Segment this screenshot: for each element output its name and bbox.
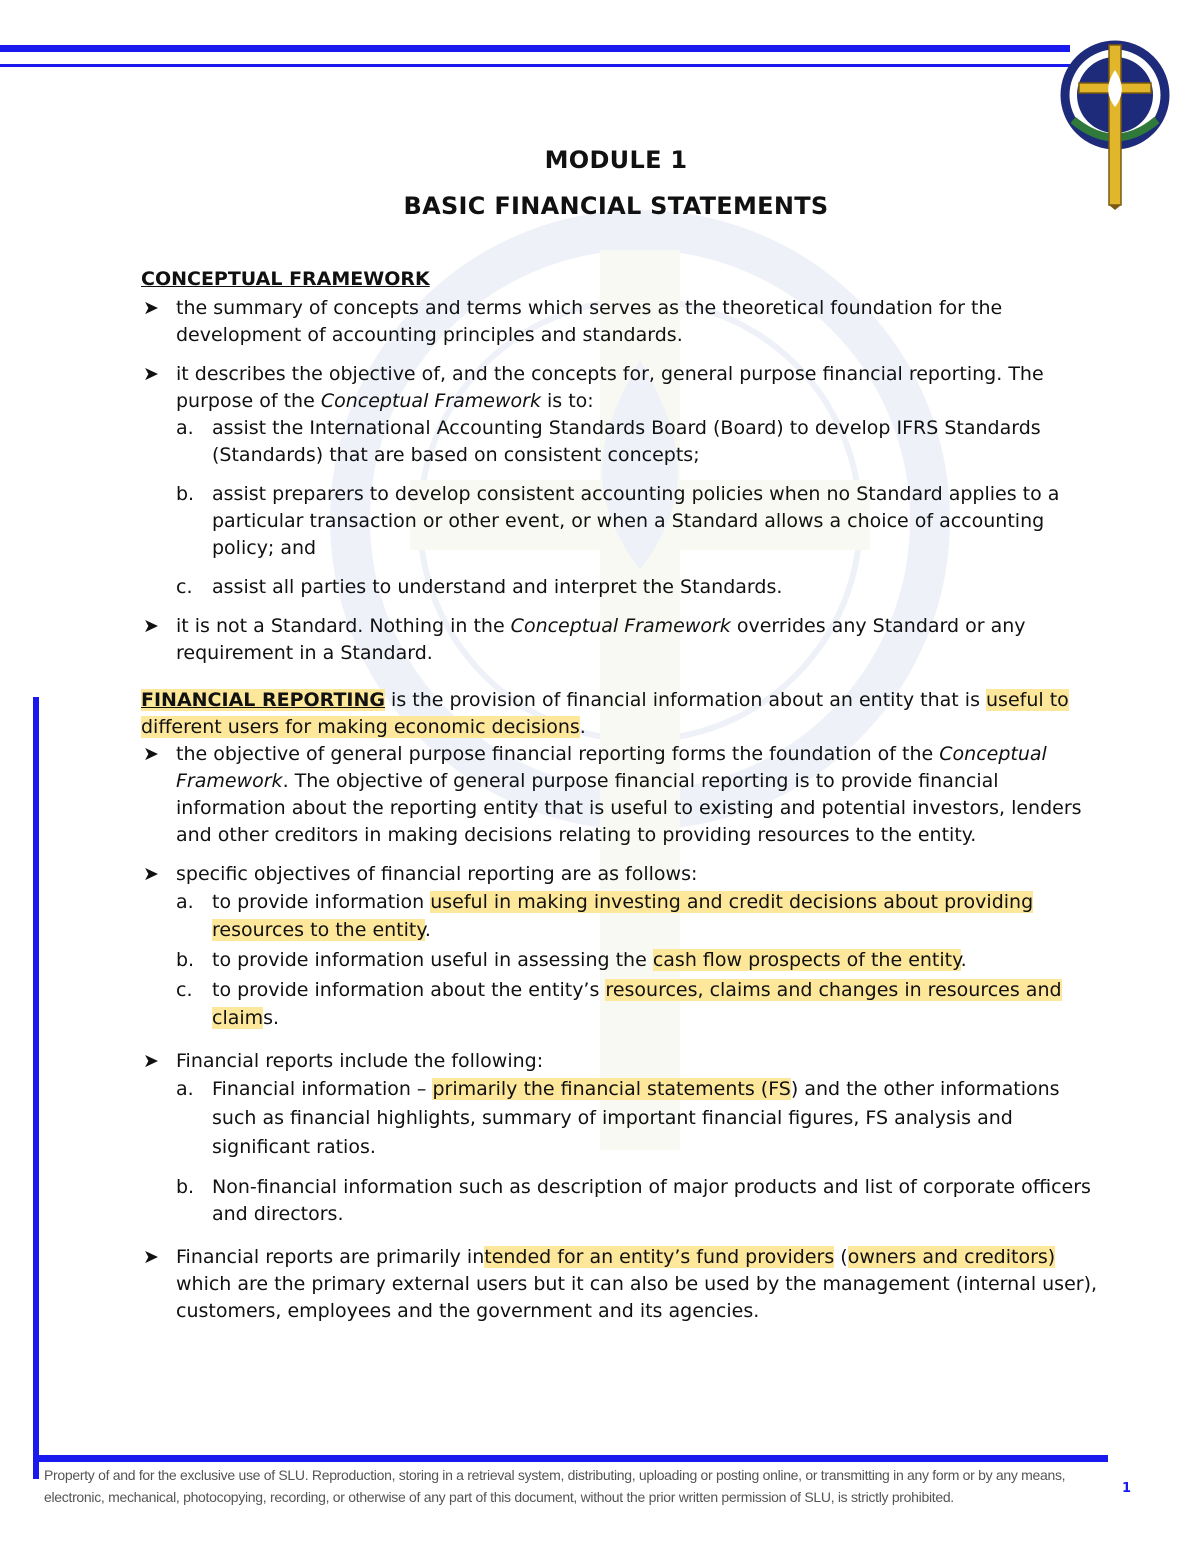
arrow-bullet-icon: ➤ [143,743,159,765]
bullet-text: the summary of concepts and terms which serves as the theoretical foundation for the development of accounting principles and standards. [176,297,1003,346]
sub-letter: a. [176,417,194,439]
sub-letter: a. [176,1078,194,1100]
sub-text: Financial information – [212,1078,433,1100]
sub-item [141,481,1101,562]
highlighted-text: resources, claims and changes in resources and claim [212,979,1062,1029]
financial-reporting-heading: FINANCIAL REPORTING [141,689,385,711]
highlighted-text: cash flow prospects of the entity [652,949,961,971]
left-margin-bar [33,697,39,1479]
slu-logo [1055,25,1180,210]
highlighted-text: useful in making investing and credit decisions about providing resources to the entity [212,891,1034,941]
italic-term: Conceptual Framework [320,390,541,412]
sub-text: to provide information about the entity’s [212,979,606,1001]
financial-reporting-section [141,687,1101,1325]
sub-text: to provide information [212,891,431,913]
page-number: 1 [1122,1481,1132,1496]
bullet-item [141,861,1101,888]
financial-reporting-definition [141,687,1101,741]
header-band-top [0,45,1070,52]
sub-text: . [424,919,431,941]
module-title: BASIC FINANCIAL STATEMENTS [403,192,829,220]
bullet-text: it describes the objective of, and the concepts for, general purpose financial reporting. The purpose of the [176,363,1044,412]
bullet-item [141,613,1101,667]
bullet-text: Financial reports include the following: [176,1050,544,1072]
sub-text: s. [263,1007,280,1029]
sub-item [141,1174,1101,1228]
bullet-text: which are the primary external users but it can also be used by the management (internal user), customers, employees and the government and its agencies. [176,1273,1098,1322]
module-number: MODULE 1 [544,146,688,174]
bullet-text: the objective of general purpose financial reporting forms the foundation of the [176,743,940,765]
sub-item [141,415,1101,469]
sub-item [141,947,1101,974]
bullet-text: Financial reports are primarily in [176,1246,485,1268]
bullet-text: overrides any Standard or any requirement in a Standard. [176,615,1026,664]
arrow-bullet-icon: ➤ [143,363,159,385]
conceptual-framework-heading: CONCEPTUAL FRAMEWORK [141,268,430,290]
arrow-bullet-icon: ➤ [143,1050,159,1072]
sub-letter: a. [176,891,194,913]
sub-letter: c. [176,576,193,598]
arrow-bullet-icon: ➤ [143,615,159,637]
bullet-item [141,741,1101,849]
conceptual-framework-section [141,295,1101,667]
bullet-item [141,1048,1101,1075]
sub-item [141,976,1101,1032]
sub-text: assist all parties to understand and interpret the Standards. [212,576,783,598]
sub-text: ) and the other informations such as financial highlights, summary of important financial figures, FS analysis and significant ratios. [212,1078,1060,1158]
sub-letter: b. [176,483,195,505]
sub-text: . [960,949,967,971]
sub-text: assist the International Accounting Standards Board (Board) to develop IFRS Standards (Standards) that are based on consistent concepts; [212,417,1041,466]
arrow-bullet-icon: ➤ [143,297,159,319]
italic-term: Conceptual Framework [510,615,731,637]
definition-text: is the provision of financial information about an entity that is [385,689,987,711]
copyright-notice: Property of and for the exclusive use of SLU. Reproduction, storing in a retrieval system, distributing, uploading or posting online, or transmitting in any form or by any means, electronic, mechanical, photocopying, recording, or otherwise of any part of this document, without the prior written permission of SLU, is strictly prohibited. [44,1467,1066,1505]
italic-term: Conceptual Framework [176,743,1047,792]
highlighted-text: primarily the financial statements (FS [432,1078,791,1100]
sub-letter: b. [176,1176,195,1198]
bullet-text: specific objectives of financial reporting are as follows: [176,863,698,885]
bullet-item [141,1244,1101,1325]
bullet-item [141,361,1101,415]
arrow-bullet-icon: ➤ [143,1246,159,1268]
footer-band [33,1455,1108,1462]
bullet-text: . The objective of general purpose financial reporting is to provide financial information about the reporting entity that is useful to existing and potential investors, lenders and other creditors in making decisions relating to providing resources to the entity. [176,770,1082,846]
sub-item [141,888,1101,944]
sub-text: assist preparers to develop consistent accounting policies when no Standard applies to a particular transaction or other event, or when a Standard allows a choice of accounting policy; and [212,483,1060,559]
arrow-bullet-icon: ➤ [143,863,159,885]
sub-letter: c. [176,979,193,1001]
highlighted-text: tended for an entity’s fund providers [484,1246,835,1268]
highlighted-text: useful to different users for making economic decisions [141,689,1069,738]
highlighted-text: owners and creditors) [847,1246,1056,1268]
bullet-item [141,295,1101,349]
header-band-bottom [0,64,1070,67]
sub-text: to provide information useful in assessing the [212,949,653,971]
definition-end: . [579,716,586,738]
bullet-text: it is not a Standard. Nothing in the [176,615,511,637]
sub-item [141,574,1101,601]
bullet-text: is to: [540,390,594,412]
sub-text: Non-financial information such as description of major products and list of corporate officers and directors. [212,1176,1091,1225]
bullet-text: ( [834,1246,848,1268]
sub-letter: b. [176,949,195,971]
sub-item [141,1075,1101,1162]
